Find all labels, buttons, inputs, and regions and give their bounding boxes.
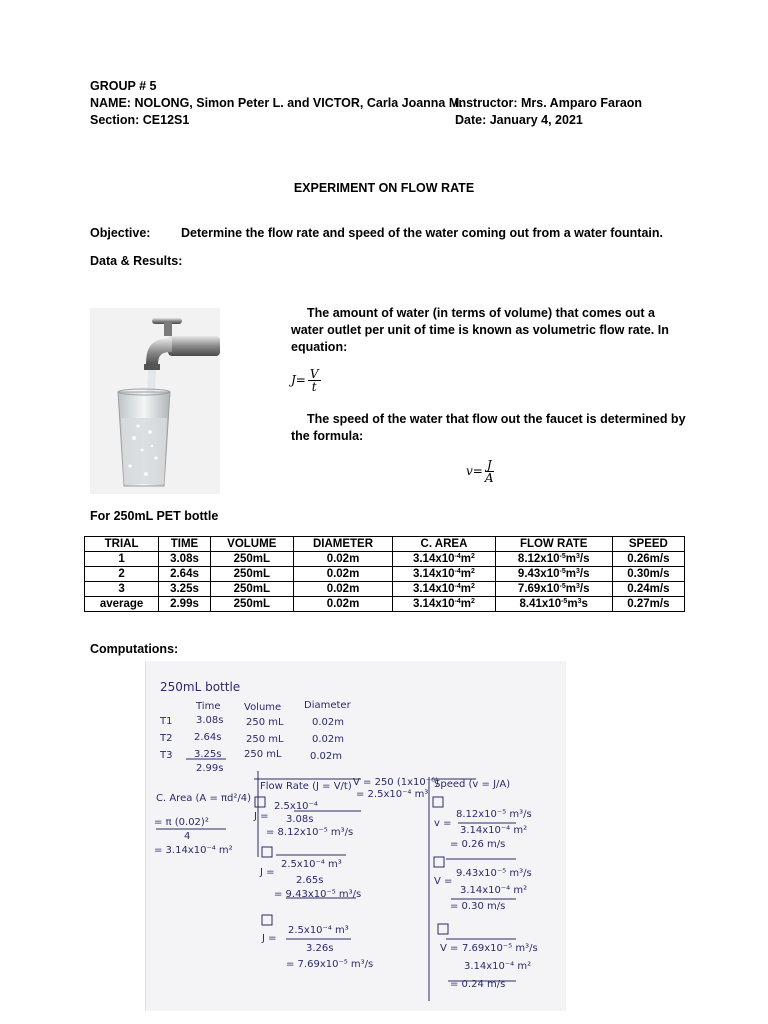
hw-area-line1: = π (0.02)²	[154, 817, 209, 828]
table-caption: For 250mL PET bottle	[90, 509, 219, 523]
col-flow-rate: FLOW RATE	[495, 537, 612, 552]
section-line: Section: CE12S1	[90, 113, 190, 127]
hw-speed-head: Speed (v = J/A)	[434, 779, 511, 790]
hw-vol1: 250 mL	[246, 717, 284, 728]
table-row	[85, 567, 685, 582]
objective-label: Objective:	[90, 226, 151, 240]
col-volume: VOLUME	[210, 537, 293, 552]
cell-speed: 0.24m/s	[612, 582, 684, 597]
hw-flow-t1-num: 2.5x10⁻⁴	[274, 801, 318, 812]
cell-diameter: 0.02m	[293, 552, 393, 567]
faucet-glass-illustration	[90, 308, 220, 494]
flow-rate-equation	[291, 368, 321, 393]
handwritten-computations-photo	[145, 661, 566, 1011]
hw-dia2: 0.02m	[312, 734, 345, 745]
col-speed: SPEED	[612, 537, 684, 552]
hw-time1: 3.08s	[196, 715, 224, 726]
eq2-denominator: A	[484, 471, 494, 485]
eq1-lhs: J=	[291, 373, 306, 387]
hw-time2: 2.64s	[194, 732, 222, 743]
speed-equation	[466, 459, 494, 484]
hw-sp-t3-res: = 0.24 m/s	[450, 979, 506, 990]
group-label: GROUP # 5	[90, 79, 157, 93]
hw-flow-t2-den: 2.65s	[296, 875, 324, 886]
hw-t2: T2	[160, 733, 173, 744]
cell-area: $3.14x10^{-4}m^2$	[393, 552, 495, 567]
cell-volume: 250mL	[210, 597, 293, 612]
hw-sp-t2-num: 9.43x10⁻⁵ m³/s	[456, 868, 532, 879]
hw-col-time: Time	[196, 701, 221, 712]
hw-vol3: 250 mL	[244, 749, 282, 760]
names-line: NAME: NOLONG, Simon Peter L. and VICTOR, Carla Joanna M.	[90, 96, 463, 110]
cell-speed: 0.27m/s	[612, 597, 684, 612]
hw-t3: T3	[160, 750, 173, 761]
cell-trial: 3	[85, 582, 159, 597]
cell-volume: 250mL	[210, 582, 293, 597]
eq2-numerator: J	[486, 458, 492, 472]
date-line: Date: January 4, 2021	[455, 113, 583, 127]
hw-sp-t1-num: 8.12x10⁻⁵ m³/s	[456, 809, 532, 820]
cell-trial: average	[85, 597, 159, 612]
hw-j-eq-2: J =	[260, 867, 275, 878]
col-diameter: DIAMETER	[293, 537, 393, 552]
hw-vol2: 250 mL	[246, 734, 284, 745]
cell-diameter: 0.02m	[293, 582, 393, 597]
cell-trial: 1	[85, 552, 159, 567]
hw-dia3: 0.02m	[310, 751, 343, 762]
page-title: EXPERIMENT ON FLOW RATE	[293, 181, 475, 195]
hw-dia1: 0.02m	[312, 717, 345, 728]
cell-area: $3.14x10^{-4}m^2$	[393, 582, 495, 597]
objective-text: Determine the flow rate and speed of the water coming out from a water fountain.	[181, 226, 664, 240]
data-results-label: Data & Results:	[90, 254, 183, 268]
hw-time-avg: 2.99s	[196, 763, 224, 774]
cell-area: $3.14x10^{-4}m^2$	[393, 567, 495, 582]
cell-flow-rate: $7.69x10^{-5}m^3/s$	[495, 582, 612, 597]
hw-sp-t1-den: 3.14x10⁻⁴ m²	[460, 825, 528, 836]
instructor-line: Instructor: Mrs. Amparo Faraon	[455, 96, 643, 110]
table-row	[85, 582, 685, 597]
flow-rate-paragraph: The amount of water (in terms of volume) that comes out a water outlet per unit of time is known as volumetric flow rate. In equation:	[291, 306, 669, 354]
hw-area-head: C. Area (A = πd²/4)	[156, 793, 252, 804]
col-time: TIME	[159, 537, 211, 552]
cell-flow-rate: $8.41x10^{-5}m^3s$	[495, 597, 612, 612]
cell-flow-rate: $8.12x10^{-5}m^3/s$	[495, 552, 612, 567]
hw-area-line2: 4	[184, 831, 191, 842]
hw-v-eq-3: V =	[440, 943, 459, 954]
cell-volume: 250mL	[210, 567, 293, 582]
hw-sp-t2-res: = 0.30 m/s	[450, 901, 506, 912]
table-header-row	[85, 537, 685, 552]
hw-v-eq-2: V =	[434, 876, 453, 887]
cell-flow-rate: $9.43x10^{-5}m^3/s$	[495, 567, 612, 582]
speed-paragraph: The speed of the water that flow out the faucet is determined by the formula:	[291, 412, 686, 443]
hw-sp-t3-num: 7.69x10⁻⁵ m³/s	[462, 943, 538, 954]
hw-v-eq-1: v =	[434, 818, 452, 829]
hw-j-eq-3: J =	[262, 933, 277, 944]
hw-flow-t1-den: 3.08s	[286, 814, 314, 825]
hw-flow-t1-res: = 8.12x10⁻⁵ m³/s	[266, 827, 354, 838]
cell-trial: 2	[85, 567, 159, 582]
cell-area: $3.14x10^{-4}m^2$	[393, 597, 495, 612]
computations-label: Computations:	[90, 642, 179, 656]
cell-speed: 0.30m/s	[612, 567, 684, 582]
cell-speed: 0.26m/s	[612, 552, 684, 567]
hw-sp-t3-den: 3.14x10⁻⁴ m²	[464, 961, 532, 972]
results-table	[84, 536, 685, 612]
cell-volume: 250mL	[210, 552, 293, 567]
hw-time3: 3.25s	[194, 749, 222, 760]
hw-col-volume: Volume	[244, 702, 282, 713]
hw-vconv-2: = 2.5x10⁻⁴ m³	[356, 789, 429, 800]
hw-area-line3: = 3.14x10⁻⁴ m²	[154, 845, 233, 856]
cell-time: 2.64s	[159, 567, 211, 582]
table-row	[85, 552, 685, 567]
eq1-numerator: V	[309, 367, 319, 381]
hw-flow-t2-res: = 9.43x10⁻⁵ m³/s	[274, 889, 362, 900]
hw-flow-t3-den: 3.26s	[306, 943, 334, 954]
col-trial: TRIAL	[85, 537, 159, 552]
cell-time: 3.25s	[159, 582, 211, 597]
cell-diameter: 0.02m	[293, 567, 393, 582]
hw-vconv-1: V = 250 (1x10⁻⁶)	[353, 777, 439, 788]
cell-time: 2.99s	[159, 597, 211, 612]
hw-j-eq-1: J =	[254, 811, 269, 822]
hw-sp-t1-res: = 0.26 m/s	[450, 839, 506, 850]
eq1-denominator: t	[311, 380, 317, 394]
hw-t1: T1	[160, 716, 173, 727]
hw-sp-t2-den: 3.14x10⁻⁴ m²	[460, 885, 528, 896]
col-area: C. AREA	[393, 537, 495, 552]
cell-diameter: 0.02m	[293, 597, 393, 612]
eq2-lhs: v=	[466, 464, 483, 478]
hw-flow-t2-num: 2.5x10⁻⁴ m³	[281, 859, 342, 870]
table-row	[85, 597, 685, 612]
faucet-glass-image	[90, 308, 220, 494]
cell-time: 3.08s	[159, 552, 211, 567]
hw-flow-t3-res: = 7.69x10⁻⁵ m³/s	[286, 959, 374, 970]
hw-col-diameter: Diameter	[304, 700, 351, 711]
hw-title: 250mL bottle	[160, 680, 241, 694]
hw-flow-head: Flow Rate (J = V/t)	[260, 781, 352, 792]
hw-flow-t3-num: 2.5x10⁻⁴ m³	[288, 925, 349, 936]
